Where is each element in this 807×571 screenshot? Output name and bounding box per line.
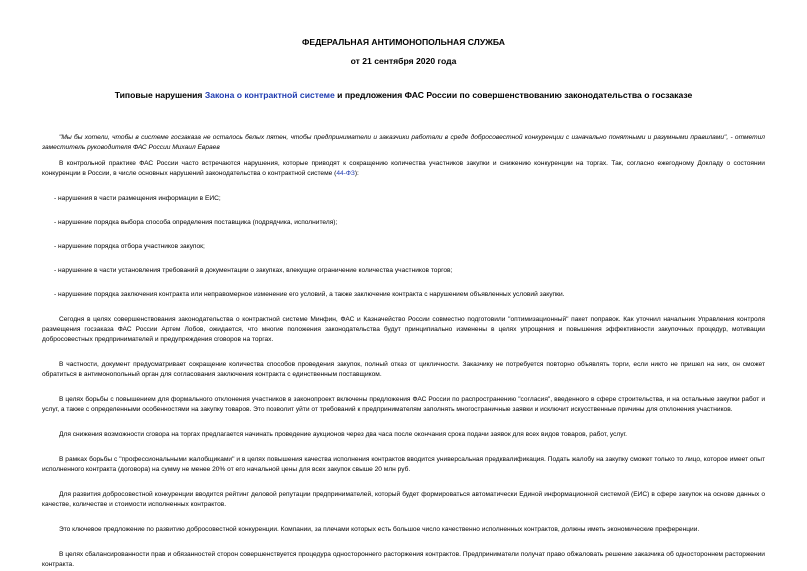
intro-end: ): — [354, 170, 359, 177]
document-body — [42, 133, 765, 570]
intro-paragraph — [42, 159, 765, 179]
document-date: от 21 сентября 2020 года — [350, 56, 457, 66]
body-paragraph: В рамках борьбы с "профессиональными жалобщиками" и в целях повышения качества исполнения контрактов вводится универсальная предквалификация. Подать жалобу на закупку сможет только то лицо, которое имеет опыт исполненного контракта (договора) на сумму не менее 20% от его начальной цены для всех закупок свыше 20 млн руб. — [42, 456, 765, 473]
body-paragraph: В целях сбалансированности прав и обязанностей сторон совершенствуется процедура одностороннего расторжения контрактов. Предприниматели получат право обжаловать решение заказчика об одностороннем расторжении контракта. — [42, 551, 765, 568]
title-prefix: Типовые нарушения — [114, 90, 205, 100]
law-link[interactable]: Закона о контрактной системе — [204, 90, 335, 100]
body-paragraph: Для развития добросовестной конкуренции вводится рейтинг деловой репутации предпринимателей, который будет формироваться автоматически Единой информационной системой (ЕИС) в сфере закупок на основе данных о качестве, количестве и стоимости исполненных контрактов. — [42, 491, 765, 508]
intro-text: В контрольной практике ФАС России часто встречаются нарушения, которые приводят к сокращению количества участников закупки и снижению конкуренции на торгах. Так, согласно ежегодному Докладу о состоянии конкуренции в России, в числе основных нарушений законодательства о контрактной системе ( — [42, 160, 765, 177]
quote-paragraph: "Мы бы хотели, чтобы в системе госзаказа не осталось белых пятен, чтобы предприниматели и заказчики работали в среде добросовестной конкуренции с изначально понятными и разумными правилами", - отметил заместитель руководителя ФАС России Михаил Евраев — [42, 134, 765, 151]
violation-item: - нарушение порядка отбора участников закупок; — [54, 243, 205, 250]
body-paragraph: В частности, документ предусматривает сокращение количества способов проведения закупок, полный отказ от цикличности. Заказчику не потребуется повторно объявлять торги, если никто не пришел на них, он сможет обратиться в антимонопольный орган для согласования заключения контракта с единственным поставщиком. — [42, 361, 765, 378]
violation-item: - нарушение порядка выбора способа определения поставщика (подрядчика, исполнителя); — [54, 219, 338, 226]
document-title — [42, 90, 765, 101]
body-paragraph: В целях борьбы с повышением для формального отклонения участников в законопроект включены предложения ФАС России по распространению "согласия", введенного в сфере строительства, и на остальные закупки работ и услуг, а также с определенными особенностями на закупку товаров. Это позволит уйти от требований к предпринимателям заполнять многостраничные заявки и исключит искусственные причины для отклонения участников. — [42, 396, 765, 413]
body-paragraph: Это ключевое предложение по развитию добросовестной конкуренции. Компании, за плечами которых есть большое число качественно исполненных контрактов, должны иметь экономические преференции. — [59, 526, 700, 533]
violation-item: - нарушение в части установления требований в документации о закупках, влекущие ограничение количества участников торгов; — [54, 267, 453, 274]
organization-name: ФЕДЕРАЛЬНАЯ АНТИМОНОПОЛЬНАЯ СЛУЖБА — [302, 37, 505, 47]
violation-item: - нарушение порядка заключения контракта или неправомерное изменение его условий, а также заключение контракта с нарушением объявленных условий закупки. — [54, 291, 565, 298]
body-paragraph: Для снижения возможности сговора на торгах предлагается начинать проведение аукционов через два часа после окончания срока подачи заявок для всех видов товаров, работ, услуг. — [59, 431, 627, 438]
body-paragraph: Сегодня в целях совершенствования законодательства о контрактной системе Минфин, ФАС и Казначейство России совместно подготовили "оптимизационный" пакет поправок. Как уточнил начальник Управления контроля размещения госзаказа ФАС России Артем Лобов, ожидается, что многие положения законодательства будут принципиально изменены в целях упрощения и повышения эффективности закупочных процедур, мотивации добросовестных предпринимателей и предупреждения сговоров на торгах. — [42, 316, 765, 343]
title-suffix: и предложения ФАС России по совершенствованию законодательства о госзаказе — [334, 90, 693, 100]
violation-item: - нарушения в части размещения информации в ЕИС; — [54, 195, 221, 202]
law-44fz-link[interactable]: 44-ФЗ — [336, 170, 355, 177]
